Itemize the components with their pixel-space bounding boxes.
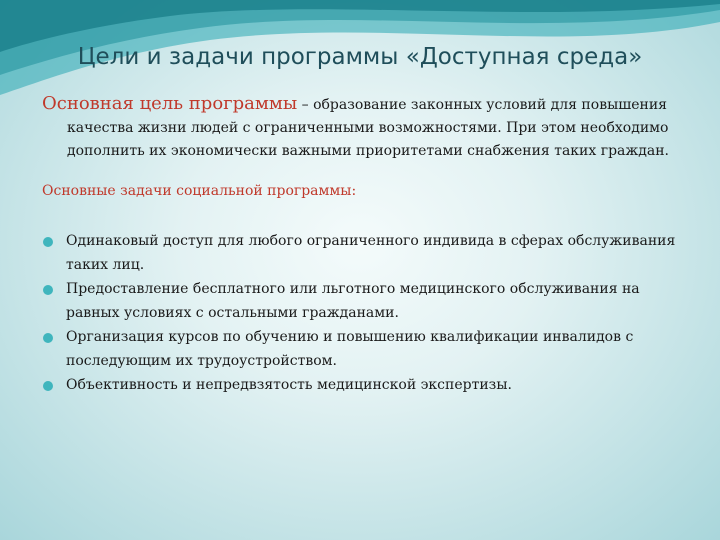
slide-title: Цели и задачи программы «Доступная среда»	[77, 44, 643, 70]
task-item	[42, 325, 692, 373]
task-text: Предоставление бесплатного или льготного медицинского обслуживания на равных условиях с остальными гражданами.	[66, 281, 640, 321]
goal-heading: Основная цель программы	[42, 93, 298, 114]
tasks-heading: Основные задачи социальной программы:	[42, 183, 357, 199]
goal-text: – образование законных условий для повышения качества жизни людей с ограниченными возможностями. При этом необходимо дополнить их экономически важными приоритетами снабжения таких граждан.	[67, 97, 670, 159]
task-item	[42, 229, 692, 277]
task-text: Одинаковый доступ для любого ограниченного индивида в сферах обслуживания таких лиц.	[66, 233, 676, 273]
slide-content	[42, 92, 692, 397]
task-text: Объективность и непредвзятость медицинской экспертизы.	[66, 377, 512, 393]
bullet-dot-icon	[43, 237, 53, 247]
bullet-dot-icon	[43, 333, 53, 343]
bullet-dot-icon	[43, 381, 53, 391]
task-item	[42, 373, 692, 397]
goal-paragraph	[42, 92, 692, 163]
bullet-dot-icon	[43, 285, 53, 295]
tasks-list	[42, 229, 692, 397]
task-item	[42, 277, 692, 325]
task-text: Организация курсов по обучению и повышению квалификации инвалидов с последующим их трудоустройством.	[66, 329, 634, 369]
